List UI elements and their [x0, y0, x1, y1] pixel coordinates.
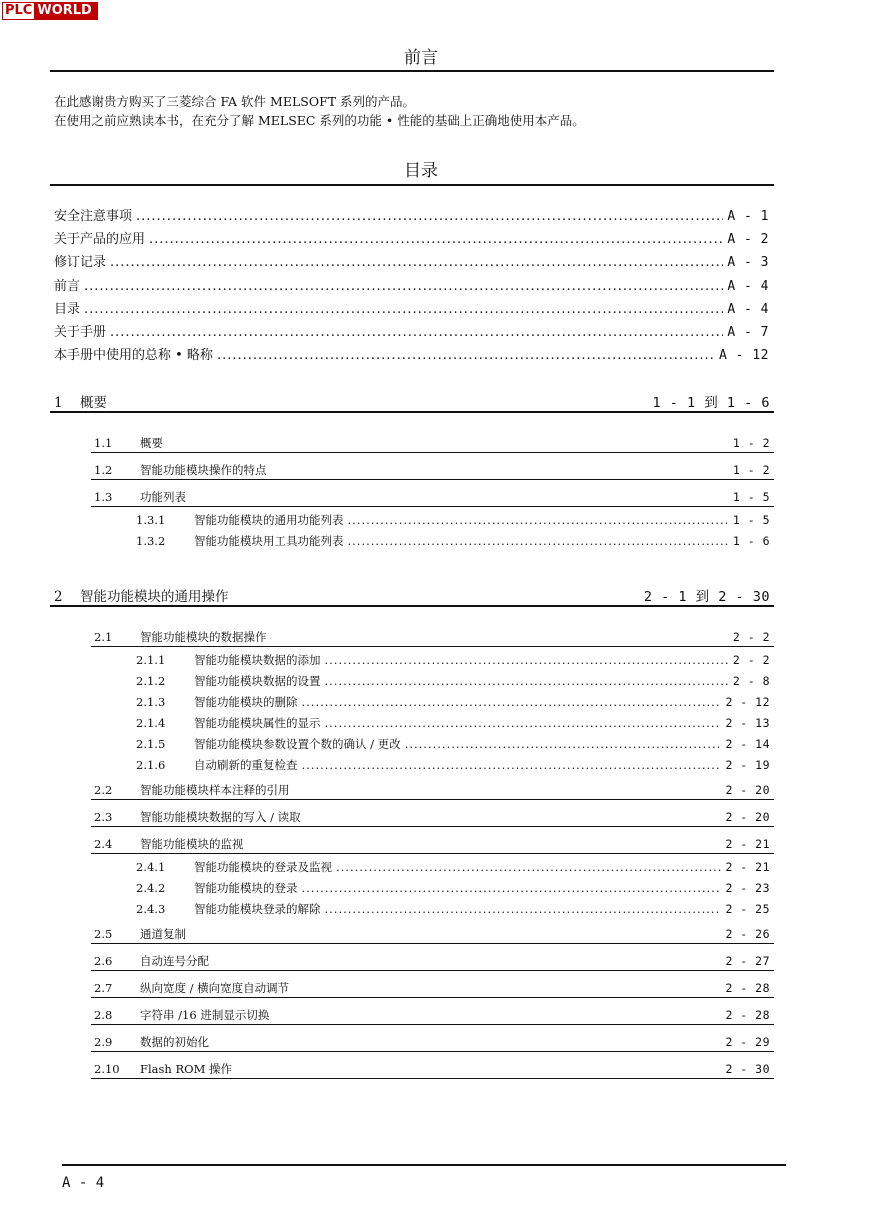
contents-title-rule	[50, 184, 774, 186]
subsection-page: 2 - 14	[725, 737, 770, 751]
section-entry[interactable]	[94, 489, 770, 507]
section-title-group	[94, 1061, 232, 1077]
toc-leader-dots	[302, 758, 722, 772]
subsection-number: 2.1.2	[136, 674, 166, 688]
toc-leader-dots	[325, 674, 729, 688]
section-title-group	[94, 809, 301, 825]
section-entry[interactable]	[94, 980, 770, 998]
subsection-entry[interactable]	[136, 694, 770, 712]
chapter-heading[interactable]	[54, 585, 770, 605]
section-title-group	[94, 1034, 209, 1050]
subsection-entry[interactable]	[136, 715, 770, 733]
section-rule	[91, 826, 774, 827]
chapter-page-range: 1 - 1 到 1 - 6	[652, 395, 770, 411]
section-number: 1.3	[94, 490, 113, 504]
toc-leader-dots	[336, 860, 721, 874]
section-page: 2 - 20	[725, 783, 770, 797]
toc-leader-dots	[136, 209, 723, 224]
section-page: 2 - 30	[725, 1062, 770, 1076]
section-number: 2.5	[94, 927, 113, 941]
toc-leader-dots	[217, 348, 715, 363]
toc-entry[interactable]	[54, 298, 769, 318]
subsection-number: 2.4.3	[136, 902, 166, 916]
section-entry[interactable]	[94, 1061, 770, 1079]
subsection-title: 自动刷新的重复检查	[194, 758, 298, 772]
chapter-heading[interactable]	[54, 391, 770, 411]
section-rule	[91, 799, 774, 800]
subsection-number: 2.4.2	[136, 881, 166, 895]
subsection-page: 2 - 25	[725, 902, 770, 916]
section-number: 2.8	[94, 1008, 113, 1022]
section-page: 2 - 29	[725, 1035, 770, 1049]
toc-leader-dots	[110, 255, 723, 270]
subsection-title: 智能功能模块参数设置个数的确认 / 更改	[194, 737, 401, 751]
section-page: 1 - 5	[732, 490, 770, 504]
toc-entry-label: 关于手册	[54, 325, 107, 340]
chapter-title-group	[54, 585, 229, 605]
section-page: 2 - 20	[725, 810, 770, 824]
section-title-group	[94, 435, 163, 451]
preface-title-rule	[50, 70, 774, 72]
toc-entry[interactable]	[54, 344, 769, 364]
subsection-entry[interactable]	[136, 673, 770, 691]
section-number: 2.7	[94, 981, 113, 995]
section-title: 智能功能模块数据的写入 / 读取	[140, 810, 301, 824]
plc-world-logo	[2, 2, 98, 20]
section-page: 2 - 28	[725, 981, 770, 995]
toc-entry[interactable]	[54, 205, 769, 225]
subsection-page: 2 - 8	[732, 674, 770, 688]
section-rule	[91, 1078, 774, 1079]
section-rule	[91, 970, 774, 971]
section-rule	[91, 1024, 774, 1025]
toc-leader-dots	[405, 737, 722, 751]
toc-entry-label: 修订记录	[54, 255, 107, 271]
section-page: 2 - 21	[725, 837, 770, 851]
section-number: 2.10	[94, 1062, 120, 1076]
section-title: 智能功能模块的数据操作	[140, 630, 267, 644]
subsection-entry[interactable]	[136, 859, 770, 877]
section-title: 智能功能模块的监视	[140, 837, 244, 851]
subsection-page: 2 - 13	[725, 716, 770, 730]
section-rule	[91, 479, 774, 480]
toc-entry-page: A - 2	[727, 232, 769, 248]
subsection-number: 2.1.1	[136, 653, 166, 667]
toc-leader-dots	[325, 653, 729, 667]
subsection-entry[interactable]	[136, 880, 770, 898]
subsection-number: 1.3.2	[136, 534, 166, 548]
section-entry[interactable]	[94, 1007, 770, 1025]
section-entry[interactable]	[94, 1034, 770, 1052]
toc-leader-dots	[348, 513, 729, 527]
subsection-title: 智能功能模块的删除	[194, 695, 298, 709]
toc-leader-dots	[149, 232, 723, 247]
toc-entry[interactable]	[54, 228, 769, 248]
toc-leader-dots	[110, 325, 723, 340]
chapter-title-group	[54, 391, 107, 411]
section-page: 2 - 26	[725, 927, 770, 941]
subsection-entry[interactable]	[136, 652, 770, 670]
subsection-number: 2.1.4	[136, 716, 166, 730]
subsection-number: 2.1.3	[136, 695, 166, 709]
chapter-page-range: 2 - 1 到 2 - 30	[643, 589, 770, 605]
section-entry[interactable]	[94, 836, 770, 854]
subsection-page: 2 - 19	[725, 758, 770, 772]
section-rule	[91, 1051, 774, 1052]
section-entry[interactable]	[94, 926, 770, 944]
subsection-page: 1 - 5	[732, 513, 770, 527]
subsection-number: 2.1.6	[136, 758, 166, 772]
subsection-number: 2.4.1	[136, 860, 166, 874]
section-entry[interactable]	[94, 629, 770, 647]
logo-left-text: PLC	[5, 3, 33, 18]
section-number: 2.3	[94, 810, 113, 824]
toc-leader-dots	[302, 695, 722, 709]
toc-entry[interactable]	[54, 251, 769, 271]
section-page: 2 - 27	[725, 954, 770, 968]
footer-page-number: A - 4	[62, 1175, 105, 1191]
subsection-entry[interactable]	[136, 736, 770, 754]
toc-leader-dots	[325, 902, 722, 916]
section-title: 自动连号分配	[140, 954, 209, 968]
toc-entry-page: A - 12	[719, 348, 769, 364]
subsection-title: 智能功能模块的登录及监视	[194, 860, 332, 874]
section-title-group	[94, 953, 209, 969]
toc-entry-label: 目录	[54, 301, 81, 317]
section-number: 1.2	[94, 463, 113, 477]
section-title-group	[94, 629, 267, 645]
subsection-title: 智能功能模块的登录	[194, 881, 298, 895]
toc-leader-dots	[325, 716, 722, 730]
subsection-entry[interactable]	[136, 512, 770, 530]
section-title: 概要	[140, 436, 163, 450]
section-number: 2.6	[94, 954, 113, 968]
subsection-entry[interactable]	[136, 757, 770, 775]
toc-leader-dots	[84, 279, 723, 294]
subsection-title: 智能功能模块的通用功能列表	[194, 513, 344, 527]
toc-entry-page: A - 7	[727, 325, 769, 340]
toc-leader-dots	[348, 534, 729, 548]
section-entry[interactable]	[94, 809, 770, 827]
subsection-title: 智能功能模块登录的解除	[194, 902, 321, 916]
section-rule	[91, 853, 774, 854]
toc-leader-dots	[84, 302, 723, 317]
subsection-page: 2 - 12	[725, 695, 770, 709]
section-title: 字符串 /16 进制显示切换	[140, 1008, 270, 1022]
section-number: 1.1	[94, 436, 113, 450]
section-rule	[91, 943, 774, 944]
section-rule	[91, 506, 774, 507]
section-rule	[91, 646, 774, 647]
subsection-page: 2 - 2	[732, 653, 770, 667]
footer-rule	[62, 1164, 786, 1166]
section-rule	[91, 997, 774, 998]
section-title: 功能列表	[140, 490, 186, 504]
section-page: 2 - 2	[732, 630, 770, 644]
section-title-group	[94, 836, 244, 852]
subsection-number: 1.3.1	[136, 513, 166, 527]
section-title: 纵向宽度 / 横向宽度自动调节	[140, 981, 290, 995]
section-page: 2 - 28	[725, 1008, 770, 1022]
preface-line-2: 在使用之前应熟读本书，在充分了解 MELSEC 系列的功能 • 性能的基础上正确地使用本产品。	[54, 113, 585, 128]
toc-entry-page: A - 1	[727, 209, 769, 224]
section-title: Flash ROM 操作	[140, 1062, 232, 1076]
section-number: 2.1	[94, 630, 113, 644]
chapter-rule	[50, 605, 774, 607]
preface-line-1: 在此感谢贵方购买了三菱综合 FA 软件 MELSOFT 系列的产品。	[54, 94, 416, 109]
toc-entry-label: 前言	[54, 278, 81, 294]
section-entry[interactable]	[94, 462, 770, 480]
preface-title: 前言	[404, 48, 438, 68]
toc-entry-page: A - 4	[727, 278, 769, 294]
section-title-group	[94, 782, 290, 798]
toc-entry[interactable]	[54, 275, 769, 295]
section-title: 智能功能模块样本注释的引用	[140, 783, 290, 797]
toc-entry-label: 本手册中使用的总称 • 略称	[54, 348, 213, 364]
toc-entry-label: 安全注意事项	[54, 209, 133, 224]
subsection-title: 智能功能模块属性的显示	[194, 716, 321, 730]
toc-entry-page: A - 3	[727, 255, 769, 271]
chapter-title: 智能功能模块的通用操作	[80, 589, 229, 605]
chapter-number: 1	[54, 395, 63, 411]
section-entry[interactable]	[94, 782, 770, 800]
chapter-number: 2	[54, 589, 63, 605]
section-title: 数据的初始化	[140, 1035, 209, 1049]
section-entry[interactable]	[94, 953, 770, 971]
section-title-group	[94, 462, 267, 478]
subsection-number: 2.1.5	[136, 737, 166, 751]
section-entry[interactable]	[94, 435, 770, 453]
section-page: 1 - 2	[732, 436, 770, 450]
section-number: 2.4	[94, 837, 113, 851]
section-title: 通道复制	[140, 927, 186, 941]
section-title-group	[94, 1007, 269, 1023]
subsection-title: 智能功能模块用工具功能列表	[194, 534, 344, 548]
section-number: 2.2	[94, 783, 113, 797]
subsection-title: 智能功能模块数据的添加	[194, 653, 321, 667]
section-number: 2.9	[94, 1035, 113, 1049]
logo-right-text: WORLD	[34, 3, 97, 19]
section-rule	[91, 452, 774, 453]
toc-entry-label: 关于产品的应用	[54, 232, 146, 248]
chapter-title: 概要	[80, 395, 107, 411]
subsection-title: 智能功能模块数据的设置	[194, 674, 321, 688]
section-page: 1 - 2	[732, 463, 770, 477]
section-title-group	[94, 489, 186, 505]
section-title-group	[94, 980, 289, 996]
toc-leader-dots	[302, 881, 722, 895]
section-title: 智能功能模块操作的特点	[140, 463, 267, 477]
subsection-entry[interactable]	[136, 901, 770, 919]
toc-entry-page: A - 4	[727, 301, 769, 317]
toc-entry[interactable]	[54, 321, 769, 341]
subsection-page: 2 - 21	[725, 860, 770, 874]
contents-title: 目录	[404, 161, 438, 181]
subsection-entry[interactable]	[136, 533, 770, 551]
chapter-rule	[50, 411, 774, 413]
subsection-page: 1 - 6	[732, 534, 770, 548]
subsection-page: 2 - 23	[725, 881, 770, 895]
section-title-group	[94, 926, 186, 942]
